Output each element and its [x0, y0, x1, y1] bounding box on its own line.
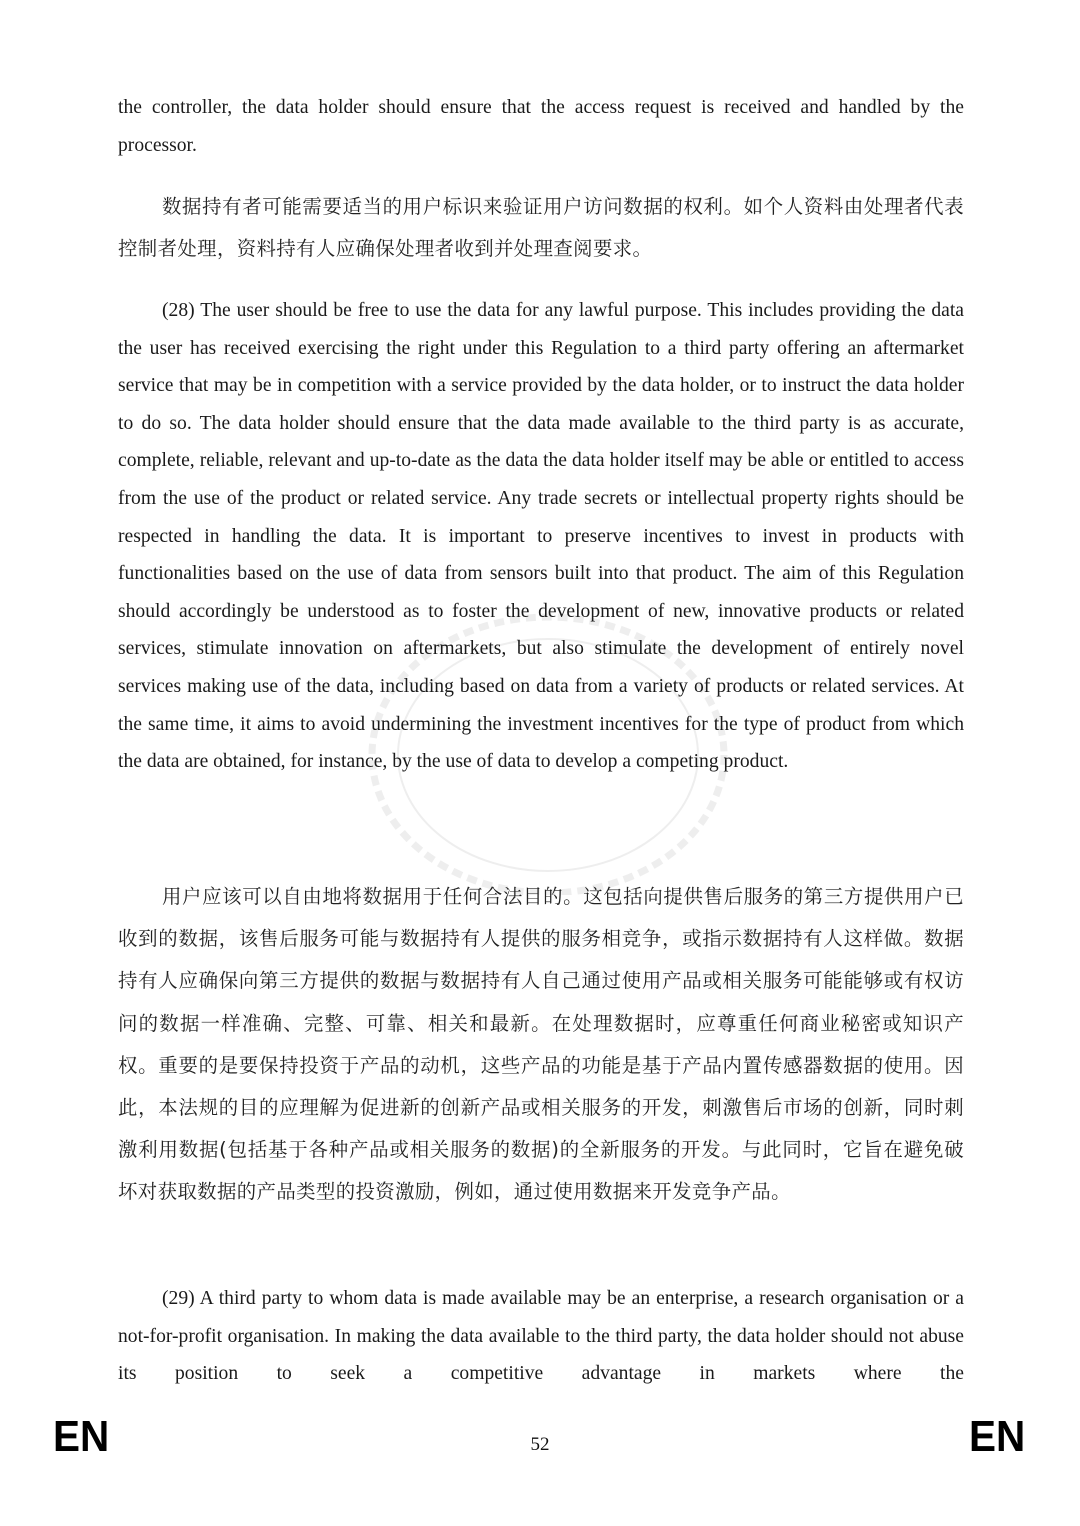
- paragraph-recital-28: (28) The user should be free to use the data for any lawful purpose. This includes providing the data the user has received exercising the right under this Regulation to a third party offering an aftermarket service that may be in competition with a service provided by the data holder, or to instruct the data holder to do so. The data holder should ensure that the data made available to the third party is as accurate, complete, reliable, relevant and up-to-date as the data the data holder itself may be able or entitled to access from the use of the product or related service. Any trade secrets or intellectual property rights should be respected in handling the data. It is important to preserve incentives to invest in products with functionalities based on the use of data from sensors built into that product. The aim of this Regulation should accordingly be understood as to foster the development of new, innovative products or related services, stimulate innovation on aftermarkets, but also stimulate the development of entirely novel services making use of the data, including based on data from a variety of products or related services. At the same time, it aims to avoid undermining the investment incentives for the type of product from which the data are obtained, for instance, by the use of data to develop a competing product.: [118, 300, 964, 773]
- language-code-left: EN: [53, 1412, 110, 1461]
- paragraph-continuation: the controller, the data holder should ensure that the access request is received and handled by the processor.: [118, 97, 964, 156]
- paragraph-chinese-translation: 数据持有者可能需要适当的用户标识来验证用户访问数据的权利。如个人资料由处理者代表控制者处理，资料持有人应确保处理者收到并处理查阅要求。: [118, 195, 964, 261]
- page-number: 52: [530, 1434, 550, 1455]
- paragraph-recital-29: (29) A third party to whom data is made available may be an enterprise, a research organisation or a not-for-profit organisation. In making the data available to the third party, the data holder should not abuse its position to seek a competitive advantage in markets where the: [118, 1288, 964, 1385]
- language-code-right: EN: [969, 1412, 1026, 1461]
- paragraph-recital-28-chinese: 用户应该可以自由地将数据用于任何合法目的。这包括向提供售后服务的第三方提供用户已收到的数据，该售后服务可能与数据持有人提供的服务相竞争，或指示数据持有人这样做。数据持有人应确保向第三方提供的数据与数据持有人自己通过使用产品或相关服务可能能够或有权访问的数据一样准确、完整、可靠、相关和最新。在处理数据时，应尊重任何商业秘密或知识产权。重要的是要保持投资于产品的动机，这些产品的功能是基于产品内置传感器数据的使用。因此，本法规的目的应理解为促进新的创新产品或相关服务的开发，刺激售后市场的创新，同时刺激利用数据(包括基于各种产品或相关服务的数据)的全新服务的开发。与此同时，它旨在避免破坏对获取数据的产品类型的投资激励，例如，通过使用数据来开发竞争产品。: [118, 885, 964, 1204]
